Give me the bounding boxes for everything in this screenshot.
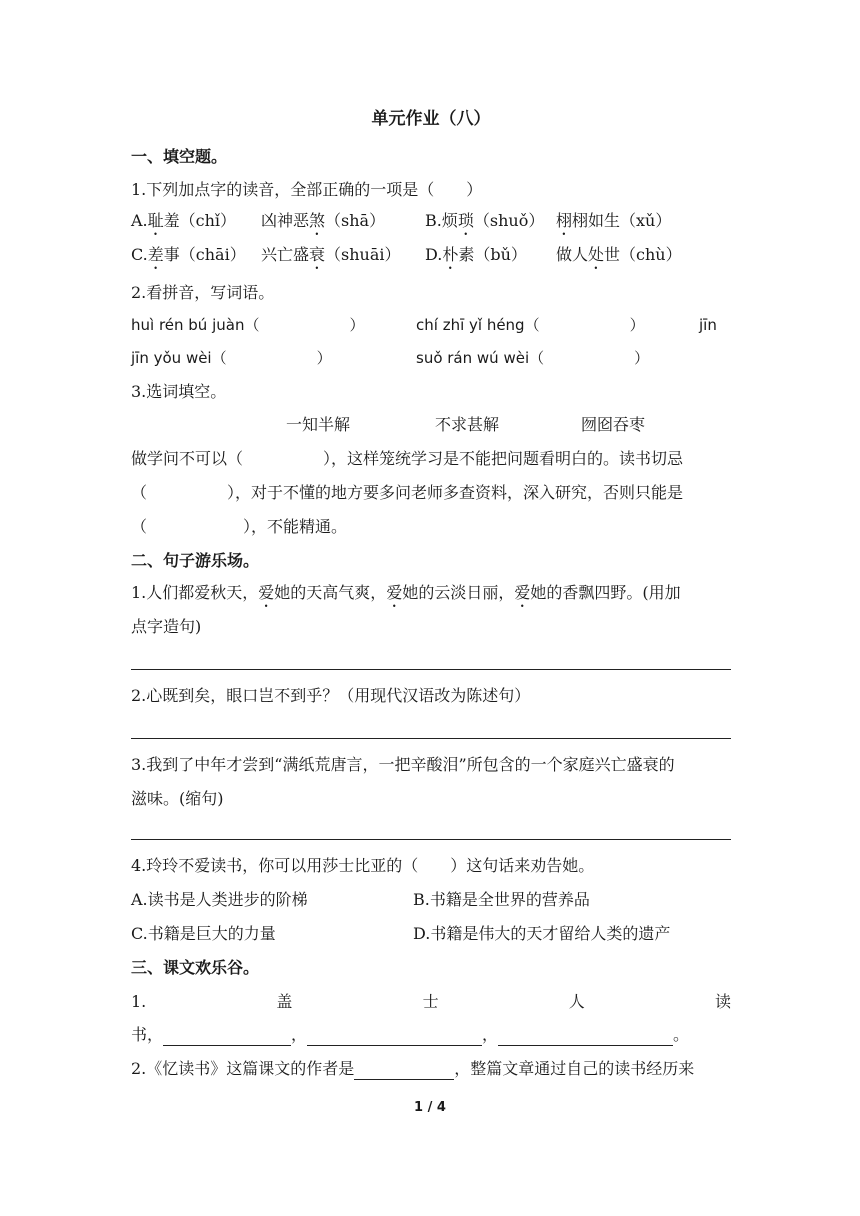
page-title: 单元作业（八） (371, 109, 491, 129)
pinyin-item-4: jīn yǒu wèi（ ） (131, 349, 332, 367)
fill-blank-1[interactable] (163, 1027, 291, 1046)
answer-line-2[interactable] (131, 738, 731, 739)
section-1-heading: 一、填空题。 (131, 147, 228, 166)
q2-stem: 2.看拼音，写词语。 (131, 283, 275, 302)
option-d2: 做人处世（chù） (556, 245, 682, 264)
pinyin-item-1: huì rén bú juàn（ ） (131, 316, 365, 334)
answer-line-3[interactable] (131, 839, 731, 840)
word-option-2: 不求甚解 (435, 415, 500, 434)
q3-passage-line-3: （ ），不能精通。 (131, 517, 348, 536)
s2-q2: 2.心既到矣，眼口岂不到乎？（用现代汉语改为陈述句） (131, 686, 531, 705)
option-a1: A.耻羞（chǐ） (131, 211, 237, 230)
worksheet-page (131, 0, 731, 1216)
s3-q1-line-2: 书， ， ， 。 (131, 1025, 690, 1044)
s2-q4-option-a: A.读书是人类进步的阶梯 (131, 890, 308, 909)
s2-q1-line-1: 1.人们都爱秋天，爱她的天高气爽，爱她的云淡日丽，爱她的香飘四野。(用加 (131, 583, 681, 602)
s3-q1-word-3: 士 (422, 992, 439, 1011)
q1-stem: 1.下列加点字的读音，全部正确的一项是（ ） (131, 180, 483, 199)
answer-line-1[interactable] (131, 669, 731, 670)
option-c1: C.差事（chāi） (131, 245, 246, 264)
option-b1: B.烦琐（shuǒ） (425, 211, 545, 230)
q3-stem: 3.选词填空。 (131, 382, 227, 401)
option-d1: D.朴素（bǔ） (425, 245, 527, 264)
s2-q1-line-2: 点字造句) (131, 617, 202, 636)
s2-q4-stem: 4.玲玲不爱读书，你可以用莎士比亚的（ ）这句话来劝告她。 (131, 856, 595, 875)
s3-q1-word-5: 读 (714, 992, 731, 1011)
fill-blank-3[interactable] (498, 1027, 673, 1046)
section-2-heading: 二、句子游乐场。 (131, 551, 260, 570)
s3-q1-word-2: 盖 (276, 992, 293, 1011)
s2-q4-option-d: D.书籍是伟大的天才留给人类的遗产 (413, 924, 671, 943)
s2-q3-line-1: 3.我到了中年才尝到“满纸荒唐言，一把辛酸泪”所包含的一个家庭兴亡盛衰的 (131, 755, 675, 774)
pinyin-item-2: chí zhī yǐ héng（ ） (416, 316, 645, 334)
fill-blank-2[interactable] (307, 1027, 482, 1046)
q3-passage-line-1: 做学问不可以（ ），这样笼统学习是不能把问题看明白的。读书切忌 (131, 449, 684, 468)
s3-q1-line-1 (131, 991, 731, 1013)
option-b2: 栩栩如生（xǔ） (556, 211, 672, 230)
s2-q3-line-2: 滋味。(缩句) (131, 789, 224, 808)
pinyin-item-3: jīn (699, 316, 717, 334)
q3-passage-line-2: （ ），对于不懂的地方要多问老师多查资料，深入研究，否则只能是 (131, 483, 684, 502)
pinyin-item-5: suǒ rán wú wèi（ ） (416, 349, 650, 367)
s2-q4-option-c: C.书籍是巨大的力量 (131, 924, 276, 943)
word-option-1: 一知半解 (286, 415, 351, 434)
s3-q2-line: 2.《忆读书》这篇课文的作者是 ，整篇文章通过自己的读书经历来 (131, 1059, 695, 1078)
s2-q4-option-b: B.书籍是全世界的营养品 (413, 890, 590, 909)
fill-blank-author[interactable] (354, 1061, 454, 1080)
s3-q1-word-1: 1. (131, 992, 147, 1011)
s3-q1-word-4: 人 (568, 992, 585, 1011)
option-a2: 凶神恶煞（shā） (261, 211, 386, 230)
page-number: 1 / 4 (414, 1100, 446, 1115)
option-c2: 兴亡盛衰（shuāi） (261, 245, 401, 264)
section-3-heading: 三、课文欢乐谷。 (131, 958, 260, 977)
word-option-3: 囫囵吞枣 (581, 415, 646, 434)
